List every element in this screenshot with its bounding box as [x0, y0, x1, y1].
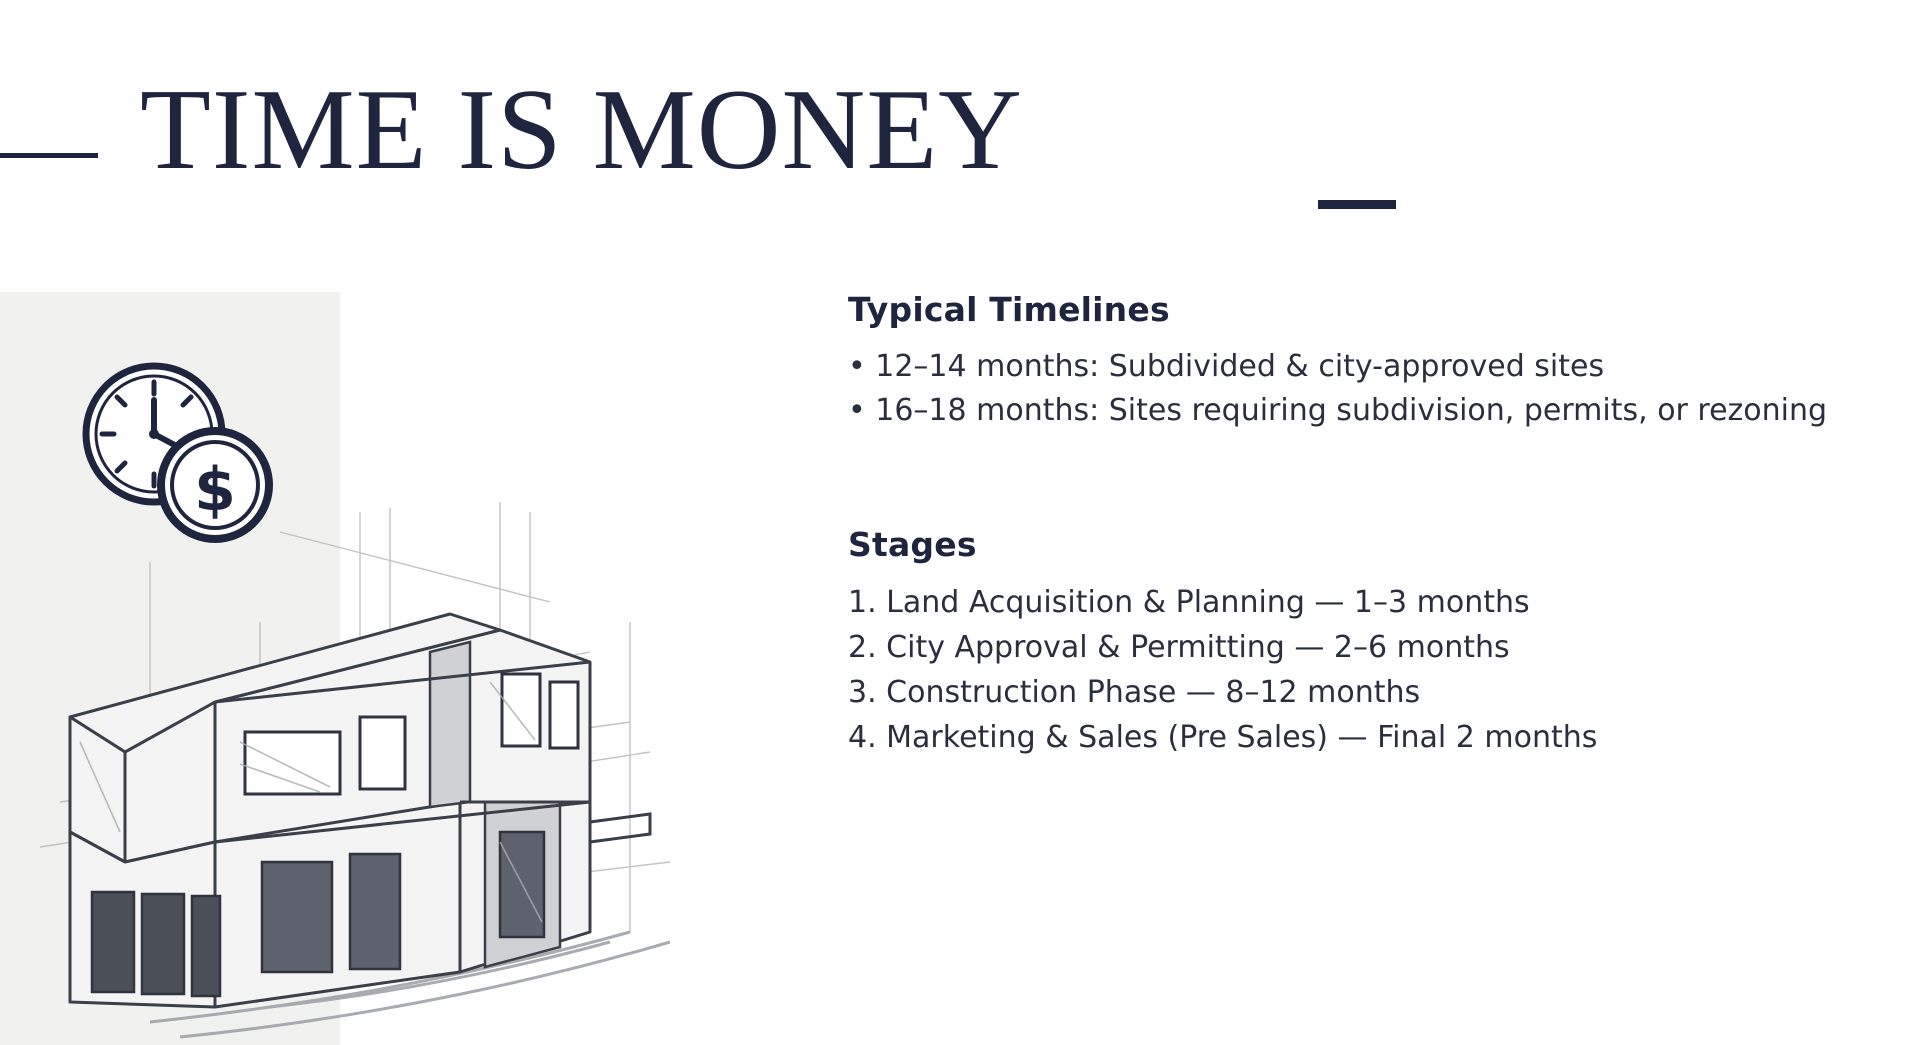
title-dash-decoration	[0, 153, 98, 158]
timelines-heading: Typical Timelines	[848, 290, 1170, 329]
title-bar	[0, 60, 1920, 220]
list-item: • 12–14 months: Subdivided & city-approved sites	[848, 345, 1868, 389]
modern-house-sketch	[30, 502, 820, 1042]
list-item: 1. Land Acquisition & Planning — 1–3 months	[848, 585, 1530, 620]
title-underscore-decoration	[1318, 200, 1396, 209]
svg-text:$: $	[194, 455, 236, 525]
list-item: 4. Marketing & Sales (Pre Sales) — Final 2 months	[848, 720, 1598, 755]
timelines-block	[848, 290, 1868, 433]
content-column	[848, 290, 1868, 760]
list-item: 3. Construction Phase — 8–12 months	[848, 675, 1421, 710]
timelines-list	[848, 345, 1868, 433]
list-item: 2. City Approval & Permitting — 2–6 months	[848, 630, 1510, 665]
list-item: • 16–18 months: Sites requiring subdivision, permits, or rezoning	[848, 389, 1868, 433]
stages-heading: Stages	[848, 525, 977, 564]
stages-block	[848, 525, 1868, 760]
page-title: TIME IS MONEY	[140, 66, 1023, 194]
stages-list	[848, 580, 1868, 760]
illustration-area	[0, 292, 820, 1045]
